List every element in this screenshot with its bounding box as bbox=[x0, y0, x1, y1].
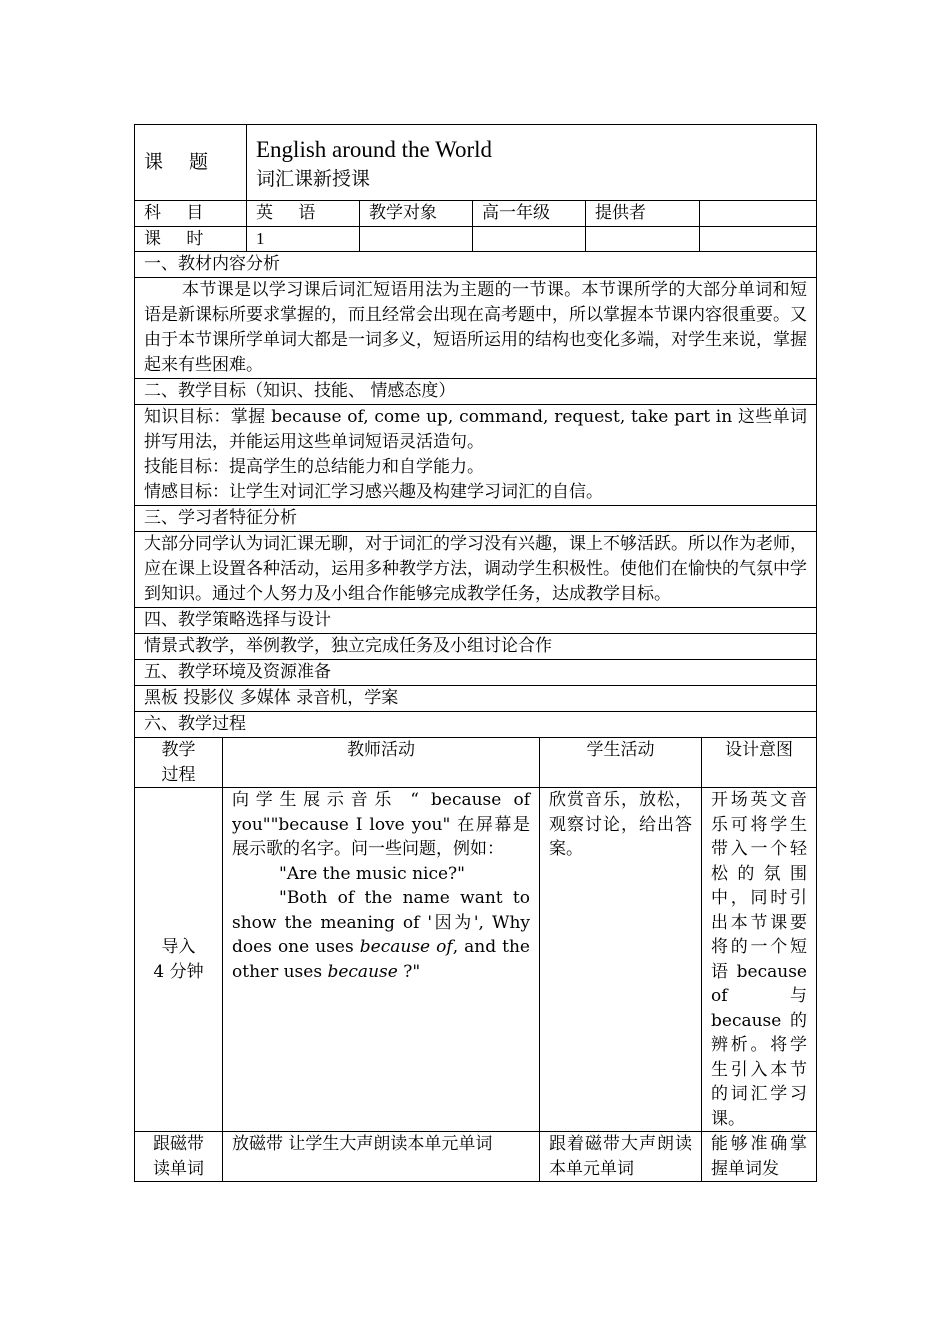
hours-label: 课 时 bbox=[135, 226, 247, 252]
section-3-title: 三、学习者特征分析 bbox=[135, 506, 817, 532]
table-row bbox=[135, 1132, 817, 1182]
teacher-activity: 放磁带 让学生大声朗读本单元单词 bbox=[223, 1132, 540, 1182]
design-intent: 能够准确掌握单词发 bbox=[702, 1132, 817, 1182]
section-4-title: 四、教学策略选择与设计 bbox=[135, 608, 817, 634]
table-row bbox=[135, 788, 817, 1132]
subject-value: 英 语 bbox=[247, 201, 360, 227]
audience-value: 高一年级 bbox=[473, 201, 586, 227]
hours-value: 1 bbox=[247, 226, 360, 252]
design-intent-header: 设计意图 bbox=[702, 738, 817, 788]
stage-duration: 4 分钟 bbox=[153, 961, 204, 982]
stage-name: 跟磁带 bbox=[153, 1134, 204, 1154]
stage-name-line-2: 读单词 bbox=[153, 1158, 204, 1179]
lesson-subtitle: 词汇课新授课 bbox=[256, 168, 371, 190]
provider-value bbox=[700, 201, 817, 227]
stage-name: 导入 bbox=[161, 937, 196, 957]
lesson-plan-document bbox=[134, 124, 816, 1182]
audience-label: 教学对象 bbox=[360, 201, 473, 227]
student-activity-header: 学生活动 bbox=[540, 738, 702, 788]
section-5-body: 黑板 投影仪 多媒体 录音机，学案 bbox=[135, 686, 817, 712]
section-4-body: 情景式教学，举例教学，独立完成任务及小组讨论合作 bbox=[135, 634, 817, 660]
topic-label: 课 题 bbox=[135, 125, 247, 201]
knowledge-objective: 知识目标：掌握 because of, come up, command, request, take part in 这些单词拼写用法，并能运用这些单词短语灵活造句。 bbox=[144, 407, 807, 452]
teacher-activity-intro: 向学生展示音乐 “ because of you""because I love you" 在屏幕是展示歌的名字。问一些问题，例如： bbox=[232, 790, 530, 859]
skill-objective: 技能目标：提高学生的总结能力和自学能力。 bbox=[144, 457, 484, 477]
teacher-question-1: "Are the music nice?" bbox=[279, 863, 465, 884]
stage-header-1: 教学 bbox=[161, 740, 196, 760]
section-5-title: 五、教学环境及资源准备 bbox=[135, 660, 817, 686]
student-activity: 跟着磁带大声朗读本单元单词 bbox=[540, 1132, 702, 1182]
section-2-title: 二、教学目标（知识、技能、 情感态度） bbox=[135, 379, 817, 405]
teacher-question-2: "Both of the name want to show the meaning of '因为', Why does one uses because of, and the other uses because ?" bbox=[232, 888, 530, 982]
section-1-title: 一、教材内容分析 bbox=[135, 252, 817, 278]
stage-header-2: 过程 bbox=[161, 764, 196, 785]
student-activity: 欣赏音乐，放松，观察讨论，给出答案。 bbox=[540, 788, 702, 1132]
design-intent: 开场英文音乐可将学生带入一个轻松的氛围中，同时引出本节课要将的一个短语 because of 与 because 的辨析。将学生引入本节的词汇学习课。 bbox=[702, 788, 817, 1132]
teacher-activity-header: 教师活动 bbox=[223, 738, 540, 788]
lesson-info-table bbox=[134, 124, 817, 738]
section-6-title: 六、教学过程 bbox=[135, 712, 817, 738]
emotion-objective: 情感目标：让学生对词汇学习感兴趣及构建学习词汇的自信。 bbox=[144, 482, 603, 502]
provider-label: 提供者 bbox=[586, 201, 700, 227]
subject-label: 科 目 bbox=[135, 201, 247, 227]
process-table bbox=[134, 737, 817, 1182]
section-3-body: 大部分同学认为词汇课无聊，对于词汇的学习没有兴趣，课上不够活跃。所以作为老师，应在课上设置各种活动，运用多种教学方法，调动学生积极性。使他们在愉快的气氛中学到知识。通过个人努力及小组合作能够完成教学任务，达成教学目标。 bbox=[135, 532, 817, 608]
lesson-title: English around the World bbox=[256, 137, 492, 162]
section-1-body: 本节课是以学习课后词汇短语用法为主题的一节课。本节课所学的大部分单词和短语是新课标所要求掌握的，而且经常会出现在高考题中，所以掌握本节课内容很重要。又由于本节课所学单词大都是一词多义，短语所运用的结构也变化多端，对学生来说，掌握起来有些困难。 bbox=[135, 278, 817, 379]
